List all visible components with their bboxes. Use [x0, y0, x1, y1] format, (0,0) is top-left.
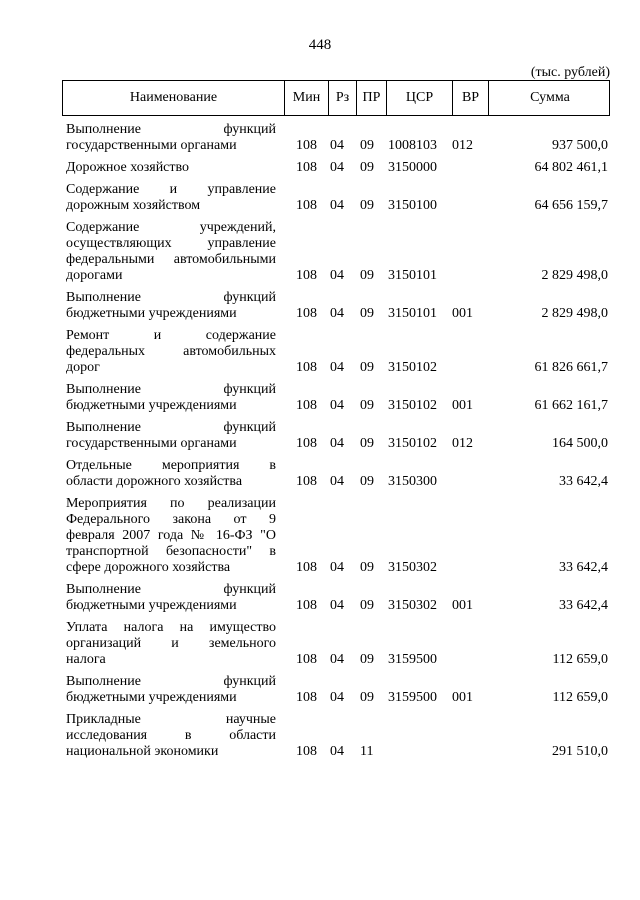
table-row	[0, 182, 640, 214]
table-row	[0, 674, 640, 706]
table-row	[0, 290, 640, 322]
row-pr: 09	[360, 474, 374, 489]
row-codes	[0, 198, 640, 214]
row-pr: 09	[360, 360, 374, 375]
table-row	[0, 122, 640, 154]
header-min: Мин	[285, 81, 329, 115]
table-row	[0, 220, 640, 284]
table-header	[62, 80, 610, 116]
row-name-line: Прикладные научные	[66, 712, 276, 727]
table-body	[0, 122, 640, 766]
row-sum: 33 642,4	[559, 474, 608, 489]
row-name-line: бюджетными учреждениями	[66, 398, 237, 413]
row-csr: 1008103	[388, 138, 437, 153]
row-name-line: Ремонт и содержание	[66, 328, 276, 343]
row-codes	[0, 652, 640, 668]
row-name-line: Дорожное хозяйство	[66, 160, 190, 175]
row-pr: 09	[360, 690, 374, 705]
row-min: 108	[296, 306, 317, 321]
row-min: 108	[296, 560, 317, 575]
row-csr: 3159500	[388, 652, 437, 667]
row-pr: 09	[360, 398, 374, 413]
row-sum: 33 642,4	[559, 560, 608, 575]
row-name-line: Федерального закона от 9	[66, 512, 276, 527]
row-sum: 164 500,0	[552, 436, 608, 451]
header-csr: ЦСР	[387, 81, 453, 115]
row-rz: 04	[330, 598, 344, 613]
row-pr: 09	[360, 268, 374, 283]
header-vr: ВР	[453, 81, 489, 115]
row-codes	[0, 268, 640, 284]
row-name-line: февраля 2007 года № 16-ФЗ "О	[66, 528, 276, 543]
row-min: 108	[296, 436, 317, 451]
row-sum: 112 659,0	[552, 690, 608, 705]
row-name-line: Уплата налога на имущество	[66, 620, 276, 635]
row-min: 108	[296, 198, 317, 213]
table-row	[0, 328, 640, 376]
row-name-line: Содержание и управление	[66, 182, 276, 197]
row-sum: 61 662 161,7	[534, 398, 608, 413]
row-csr: 3150302	[388, 598, 437, 613]
row-codes	[0, 598, 640, 614]
header-sum: Сумма	[530, 90, 570, 105]
row-pr: 09	[360, 436, 374, 451]
row-min: 108	[296, 360, 317, 375]
row-name-line: Выполнение функций	[66, 382, 276, 397]
row-codes	[0, 436, 640, 452]
row-rz: 04	[330, 436, 344, 451]
row-rz: 04	[330, 360, 344, 375]
row-pr: 09	[360, 306, 374, 321]
row-sum: 291 510,0	[552, 744, 608, 759]
row-name-line: Содержание учреждений,	[66, 220, 276, 235]
row-min: 108	[296, 474, 317, 489]
row-codes	[0, 474, 640, 490]
row-codes	[0, 360, 640, 376]
row-min: 108	[296, 398, 317, 413]
row-name-line: бюджетными учреждениями	[66, 306, 237, 321]
row-codes	[0, 398, 640, 414]
row-name-line: национальной экономики	[66, 744, 219, 759]
row-min: 108	[296, 160, 317, 175]
row-min: 108	[296, 690, 317, 705]
table-row	[0, 420, 640, 452]
row-name-line: дорогами	[66, 268, 123, 283]
row-csr: 3150000	[388, 160, 437, 175]
row-codes	[0, 160, 640, 176]
table-row	[0, 458, 640, 490]
table-row	[0, 712, 640, 760]
row-csr: 3150102	[388, 398, 437, 413]
row-pr: 09	[360, 160, 374, 175]
row-sum: 2 829 498,0	[541, 306, 608, 321]
row-rz: 04	[330, 198, 344, 213]
row-min: 108	[296, 138, 317, 153]
row-pr: 09	[360, 560, 374, 575]
row-pr: 09	[360, 598, 374, 613]
row-sum: 937 500,0	[552, 138, 608, 153]
row-vr: 001	[452, 690, 473, 705]
row-name-line: исследования в области	[66, 728, 276, 743]
header-name: Наименование	[63, 81, 285, 115]
row-sum: 33 642,4	[559, 598, 608, 613]
row-rz: 04	[330, 398, 344, 413]
row-name-line: бюджетными учреждениями	[66, 690, 237, 705]
row-csr: 3150101	[388, 268, 437, 283]
row-rz: 04	[330, 652, 344, 667]
row-codes	[0, 744, 640, 760]
row-name-line: Выполнение функций	[66, 420, 276, 435]
row-min: 108	[296, 268, 317, 283]
row-name-line: Выполнение функций	[66, 674, 276, 689]
row-vr: 001	[452, 598, 473, 613]
row-csr: 3150100	[388, 198, 437, 213]
header-pr: ПР	[357, 81, 387, 115]
header-rz: Рз	[329, 81, 357, 115]
row-csr: 3159500	[388, 690, 437, 705]
row-name-line: Выполнение функций	[66, 290, 276, 305]
row-codes	[0, 306, 640, 322]
row-rz: 04	[330, 138, 344, 153]
row-name-line: дорожным хозяйством	[66, 198, 201, 213]
row-sum: 61 826 661,7	[534, 360, 608, 375]
row-vr: 001	[452, 398, 473, 413]
page-number: 448	[308, 37, 332, 53]
row-sum: 112 659,0	[552, 652, 608, 667]
row-pr: 11	[360, 744, 374, 759]
row-name-line: Выполнение функций	[66, 122, 276, 137]
row-pr: 09	[360, 138, 374, 153]
units-label: (тыс. рублей)	[530, 65, 610, 80]
row-min: 108	[296, 652, 317, 667]
table-row	[0, 496, 640, 576]
row-vr: 012	[452, 436, 473, 451]
row-name-line: государственными органами	[66, 138, 237, 153]
row-name-line: организаций и земельного	[66, 636, 276, 651]
row-rz: 04	[330, 744, 344, 759]
row-csr: 3150102	[388, 436, 437, 451]
row-name-line: Выполнение функций	[66, 582, 276, 597]
row-pr: 09	[360, 652, 374, 667]
row-codes	[0, 138, 640, 154]
row-csr: 3150101	[388, 306, 437, 321]
row-name-line: государственными органами	[66, 436, 237, 451]
row-name-line: Отдельные мероприятия в	[66, 458, 276, 473]
row-vr: 012	[452, 138, 473, 153]
row-name-line: бюджетными учреждениями	[66, 598, 237, 613]
row-codes	[0, 560, 640, 576]
row-name-line: налога	[66, 652, 106, 667]
table-row	[0, 582, 640, 614]
row-rz: 04	[330, 306, 344, 321]
row-name-line: осуществляющих управление	[66, 236, 276, 251]
row-rz: 04	[330, 268, 344, 283]
row-rz: 04	[330, 474, 344, 489]
row-name-line: дорог	[66, 360, 100, 375]
row-codes	[0, 690, 640, 706]
table-row	[0, 382, 640, 414]
row-sum: 64 802 461,1	[534, 160, 608, 175]
row-name-line: федеральных автомобильных	[66, 344, 276, 359]
row-sum: 64 656 159,7	[534, 198, 608, 213]
row-name-line: федеральными автомобильными	[66, 252, 276, 267]
row-name-line: транспортной безопасности" в	[66, 544, 276, 559]
row-rz: 04	[330, 160, 344, 175]
row-min: 108	[296, 744, 317, 759]
row-sum: 2 829 498,0	[541, 268, 608, 283]
row-csr: 3150302	[388, 560, 437, 575]
row-vr: 001	[452, 306, 473, 321]
row-min: 108	[296, 598, 317, 613]
table-row	[0, 620, 640, 668]
row-csr: 3150300	[388, 474, 437, 489]
row-rz: 04	[330, 560, 344, 575]
row-csr: 3150102	[388, 360, 437, 375]
row-name-line: сфере дорожного хозяйства	[66, 560, 231, 575]
table-row	[0, 160, 640, 176]
row-pr: 09	[360, 198, 374, 213]
row-name-line: Мероприятия по реализации	[66, 496, 276, 511]
row-name-line: области дорожного хозяйства	[66, 474, 243, 489]
row-rz: 04	[330, 690, 344, 705]
